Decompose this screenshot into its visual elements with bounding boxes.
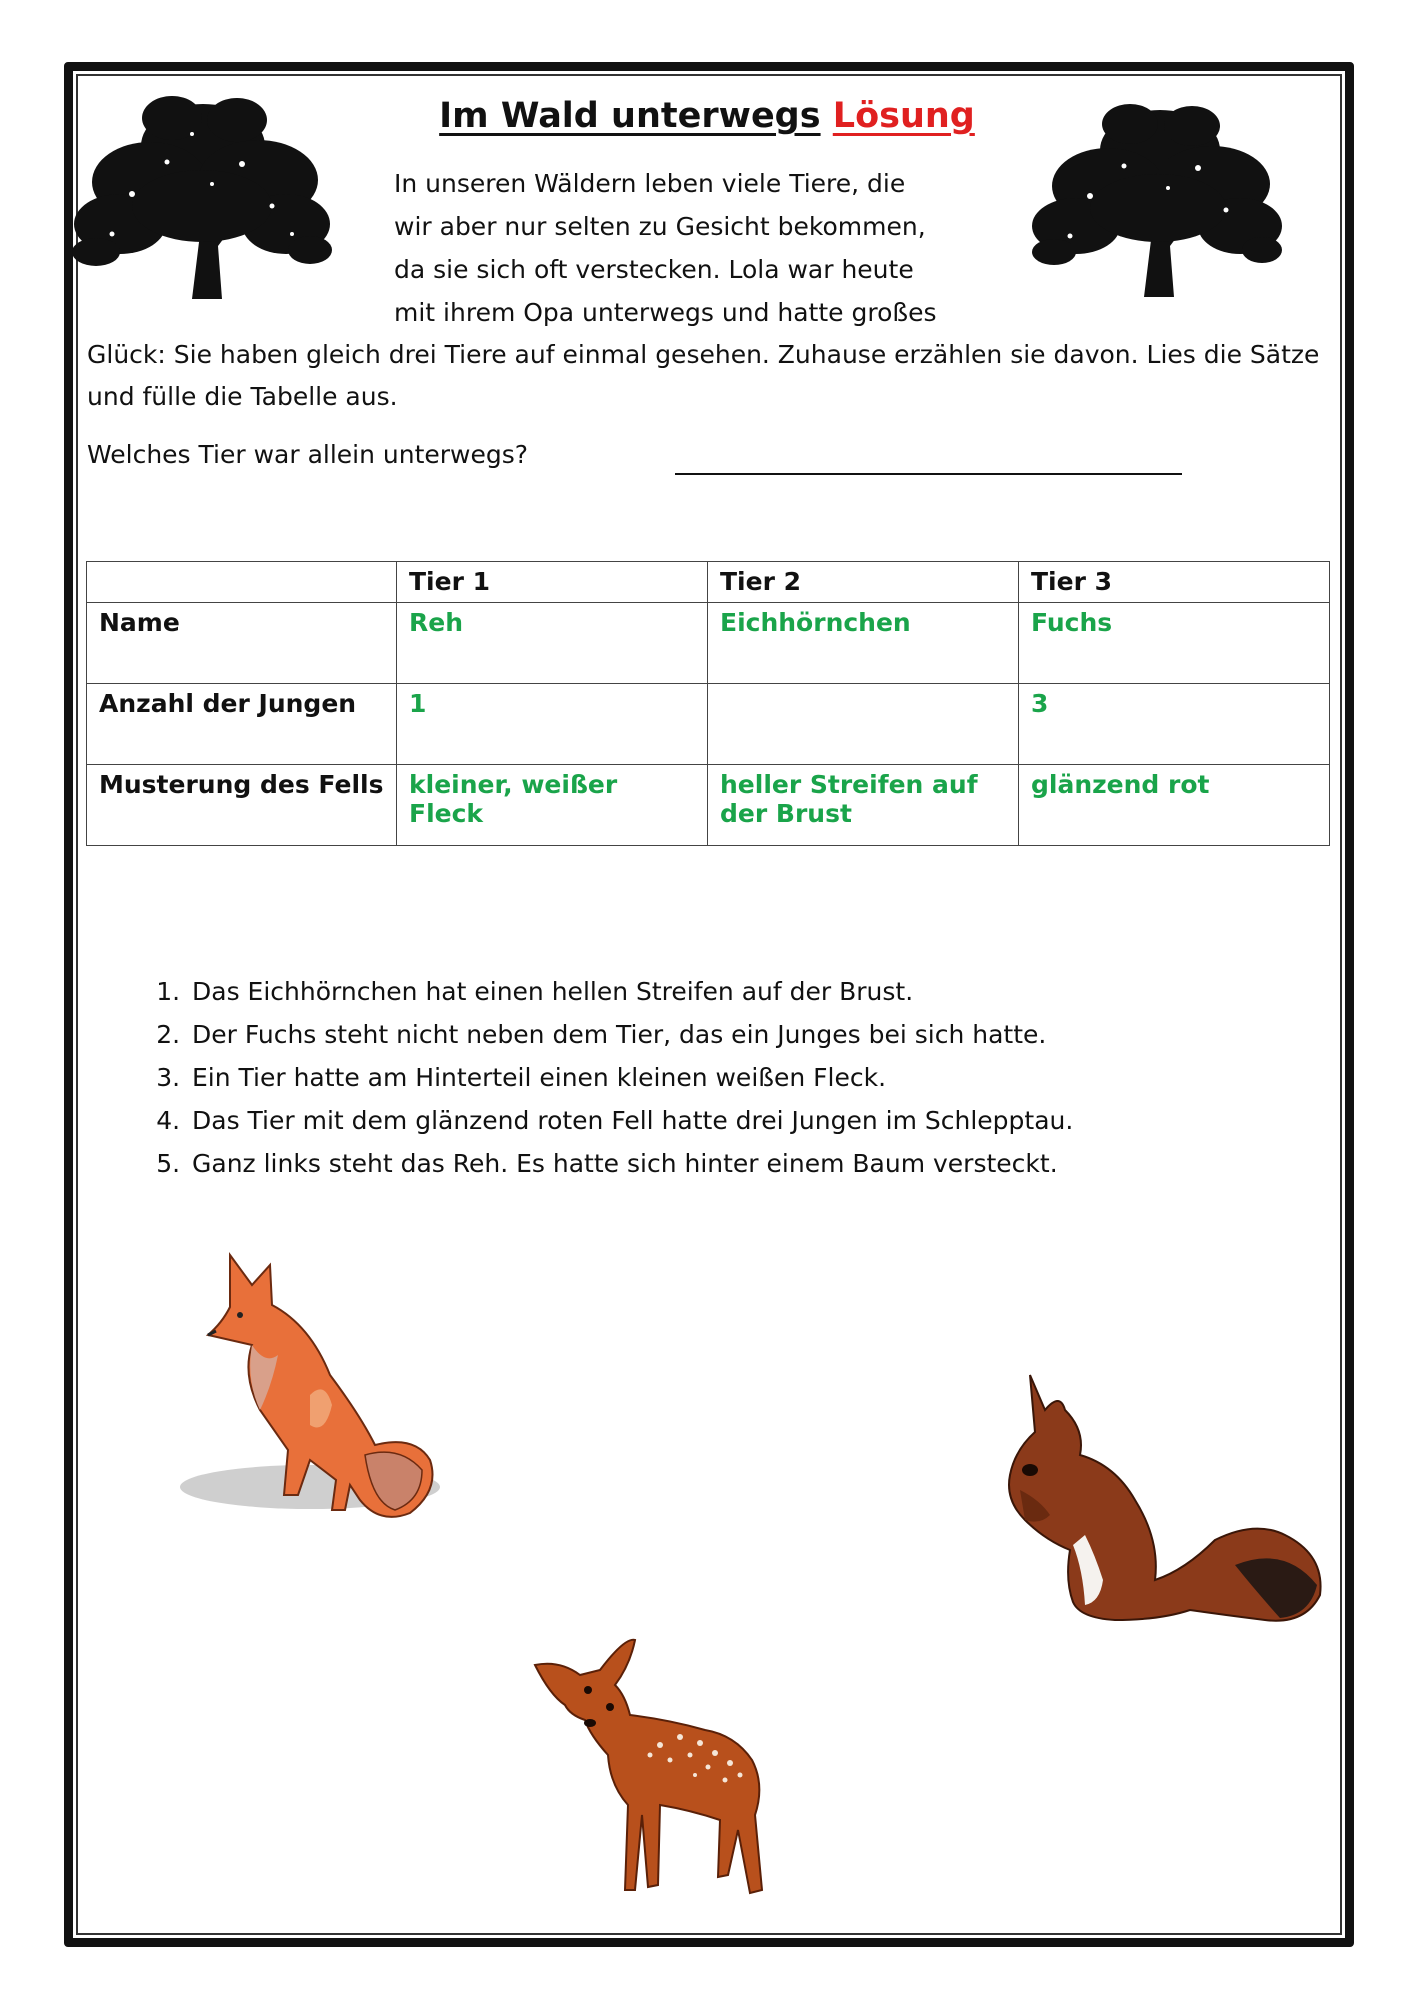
answer-cell[interactable] [708,684,1019,765]
fox-image [160,1245,440,1545]
table-header-cell [87,562,397,603]
list-item: 4. Das Tier mit dem glänzend roten Fell hatte drei Jungen im Schlepptau. [188,1099,1073,1142]
answer-cell[interactable]: 3 [1019,684,1330,765]
row-label: Name [87,603,397,684]
answer-cell[interactable]: 1 [397,684,708,765]
table-header-cell: Tier 1 [397,562,708,603]
answer-cell[interactable]: Eichhörnchen [708,603,1019,684]
hint-list [100,970,1073,1185]
intro-line: In unseren Wäldern leben viele Tiere, die [394,169,906,198]
row-label: Musterung des Fells [87,765,397,846]
table-header-cell: Tier 2 [708,562,1019,603]
question-text: Welches Tier war allein unterwegs? [87,440,529,469]
row-label: Anzahl der Jungen [87,684,397,765]
list-item: 5. Ganz links steht das Reh. Es hatte sich hinter einem Baum versteckt. [188,1142,1073,1185]
answer-line[interactable] [675,473,1182,475]
answer-cell[interactable]: glänzend rot [1019,765,1330,846]
squirrel-image [985,1370,1335,1640]
title-main: Im Wald unterwegs [439,96,821,136]
list-item: 1. Das Eichhörnchen hat einen hellen Streifen auf der Brust. [188,970,1073,1013]
tree-left-image [72,84,334,304]
intro-line: wir aber nur selten zu Gesicht bekommen, [394,212,926,241]
answer-cell[interactable]: kleiner, weißer Fleck [397,765,708,846]
answer-cell[interactable]: Reh [397,603,708,684]
intro-line: mit ihrem Opa unterwegs und hatte großes [394,298,937,327]
table-row [87,603,1330,684]
list-item: 3. Ein Tier hatte am Hinterteil einen kleinen weißen Fleck. [188,1056,1073,1099]
tree-right-image [1032,92,1284,302]
intro-line: da sie sich oft verstecken. Lola war heute [394,255,914,284]
fawn-image [530,1635,810,1905]
answer-cell[interactable]: heller Streifen auf der Brust [708,765,1019,846]
list-item: 2. Der Fuchs steht nicht neben dem Tier, das ein Junges bei sich hatte. [188,1013,1073,1056]
intro-text-continuation: Glück: Sie haben gleich drei Tiere auf einmal gesehen. Zuhause erzählen sie davon. Lies die Sätze und fülle die Tabelle aus. [87,340,1320,411]
intro-text-top [394,162,954,334]
answer-cell[interactable]: Fuchs [1019,603,1330,684]
table-header-row [87,562,1330,603]
title-solution: Lösung [832,96,975,136]
table-row [87,684,1330,765]
solution-table [86,561,1330,846]
table-row [87,765,1330,846]
table-header-cell: Tier 3 [1019,562,1330,603]
